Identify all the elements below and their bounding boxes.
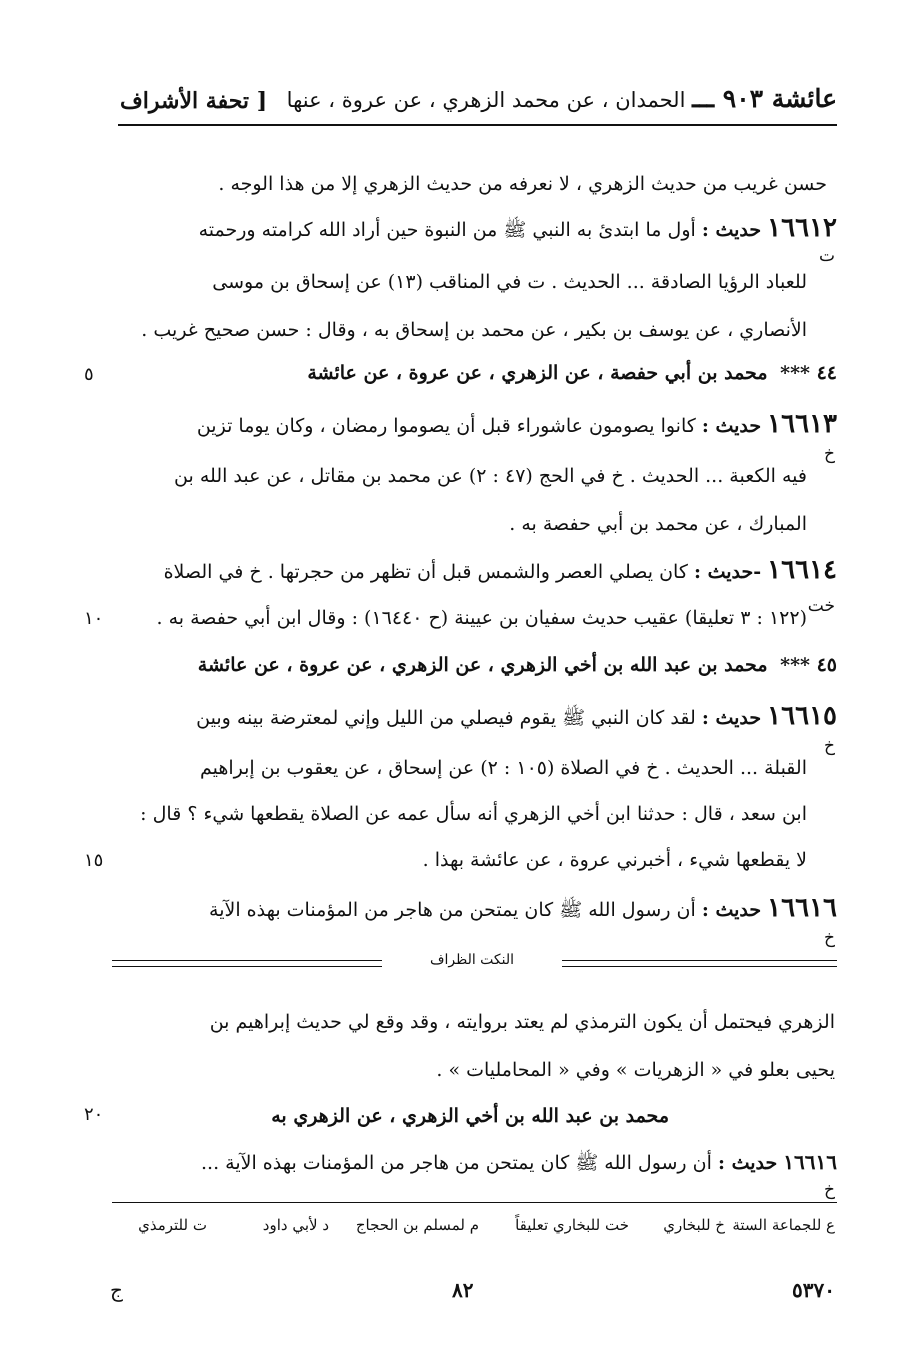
abbreviation: ت للترمذي — [138, 1216, 207, 1234]
footer-rule — [112, 1202, 837, 1203]
hadith-keyword: حديث : — [717, 1152, 778, 1174]
text-line: لا يقطعها شيء ، أخبرني عروة ، عن عائشة بهذا . — [422, 849, 807, 871]
hadith-16612-line — [199, 214, 837, 244]
hadith-number: ١٦٦١٦ — [767, 893, 837, 923]
hadith-16613-line — [197, 410, 837, 440]
note-chain: محمد بن عبد الله بن أخي الزهري ، عن الزهري به — [271, 1105, 669, 1127]
margin-line-number: ٥ — [84, 364, 94, 385]
abbreviation: م لمسلم بن الحجاج — [355, 1216, 479, 1234]
hadith-16616-line — [209, 894, 837, 924]
hadith-keyword: حديث : — [701, 707, 762, 729]
hadith-16614-line — [164, 556, 837, 586]
text-line: للعباد الرؤيا الصادقة ... الحديث . ت في المناقب (١٣) عن إسحاق بن موسى — [212, 271, 807, 293]
hadith-keyword: -حديث : — [693, 561, 762, 583]
header-chapter — [287, 84, 837, 113]
header-chapter-number: عائشة ٩٠٣ ـــ — [692, 84, 837, 113]
abbreviation: خت للبخاري تعليقاً — [515, 1216, 629, 1234]
margin-line-number: ٢٠ — [84, 1104, 104, 1125]
hadith-text: كانوا يصومون عاشوراء قبل أن يصوموا رمضان ، وكان يوما تزين — [196, 415, 696, 437]
hadith-number: ١٦٦١٥ — [767, 701, 837, 731]
chapter-number: ٤٥ *** — [780, 654, 837, 676]
page-number: ٨٢ — [452, 1278, 474, 1302]
hadith-keyword: حديث : — [701, 415, 762, 437]
chapter-heading-44 — [307, 362, 837, 384]
hadith-keyword: حديث : — [701, 899, 762, 921]
source-mark: خ — [824, 1180, 835, 1200]
chapter-title: محمد بن أبي حفصة ، عن الزهري ، عن عروة ، عن عائشة — [307, 362, 768, 384]
hadith-keyword: حديث : — [701, 219, 762, 241]
text-line: المبارك ، عن محمد بن أبي حفصة به . — [509, 513, 807, 535]
hadith-text: أن رسول الله ﷺ كان يمتحن من هاجر من المؤمنات بهذه الآية — [209, 899, 696, 921]
chapter-number: ٤٤ *** — [780, 362, 837, 384]
text-line: حسن غريب من حديث الزهري ، لا نعرفه من حديث الزهري إلا من هذا الوجه . — [218, 173, 827, 195]
page-signature: ج — [110, 1278, 123, 1302]
hadith-text: أن رسول الله ﷺ كان يمتحن من هاجر من المؤمنات بهذه الآية ... — [200, 1152, 712, 1174]
hadith-number: ١٦٦١٢ — [767, 213, 837, 243]
hadith-number: ١٦٦١٦ — [783, 1150, 837, 1174]
abbreviation: خ للبخاري — [663, 1216, 725, 1234]
margin-line-number: ١٥ — [84, 850, 104, 871]
hadith-number: ١٦٦١٣ — [767, 409, 837, 439]
note-hadith-16616 — [201, 1148, 837, 1177]
hadith-16615-line — [196, 702, 837, 732]
header-chapter-sub: الحمدان ، عن محمد الزهري ، عن عروة ، عنها — [286, 88, 686, 112]
text-line: (١٢٢ : ٣ تعليقا) عقيب حديث سفيان بن عيينة (ح ١٦٤٤٠) : وقال ابن أبي حفصة به . — [156, 607, 807, 629]
text-line: القبلة ... الحديث . خ في الصلاة (١٠٥ : ٢) عن إسحاق ، عن يعقوب بن إبراهيم — [199, 757, 807, 779]
text-line: ابن سعد ، قال : حدثنا ابن أخي الزهري أنه سأل عمه عن الصلاة يقطعها شيء ؟ قال : — [140, 803, 807, 825]
header-book-title: [ تحفة الأشراف — [120, 88, 268, 114]
divider-label: النكت الظراف — [382, 952, 562, 968]
source-mark: خ — [824, 736, 835, 756]
text-line: فيه الكعبة ... الحديث . خ في الحج (٤٧ : ٢) عن محمد بن مقاتل ، عن عبد الله بن — [174, 465, 807, 487]
source-mark: خ — [824, 928, 835, 948]
text-line: الأنصاري ، عن يوسف بن بكير ، عن محمد بن إسحاق به ، وقال : حسن صحيح غريب . — [141, 319, 807, 341]
source-mark: ت — [818, 246, 835, 266]
margin-line-number: ١٠ — [84, 608, 104, 629]
hadith-text: أول ما ابتدئ به النبي ﷺ من النبوة حين أراد الله كرامته ورحمته — [198, 219, 696, 241]
header-rule — [118, 124, 837, 126]
abbreviation: د لأبي داود — [262, 1216, 329, 1234]
hadith-text: كان يصلي العصر والشمس قبل أن تظهر من حجرتها . خ في الصلاة — [163, 561, 688, 583]
source-mark: خت — [807, 596, 835, 616]
hadith-text: لقد كان النبي ﷺ يقوم فيصلي من الليل وإني لمعترضة بينه وبين — [196, 707, 696, 729]
note-line: الزهري فيحتمل أن يكون الترمذي لم يعتد بروايته ، وقد وقع لي حديث إبراهيم بن — [209, 1011, 835, 1033]
chapter-title: محمد بن عبد الله بن أخي الزهري ، عن الزهري ، عن عروة ، عن عائشة — [197, 654, 768, 676]
note-line: يحيى بعلو في « الزهريات » وفي « المحامليات » . — [436, 1059, 835, 1081]
abbreviation: ع للجماعة الستة — [732, 1216, 835, 1234]
source-mark: خ — [824, 444, 835, 464]
hadith-number: ١٦٦١٤ — [767, 555, 837, 585]
page-volume-number: ٥٣٧٠ — [792, 1278, 835, 1302]
chapter-heading-45 — [198, 654, 837, 676]
